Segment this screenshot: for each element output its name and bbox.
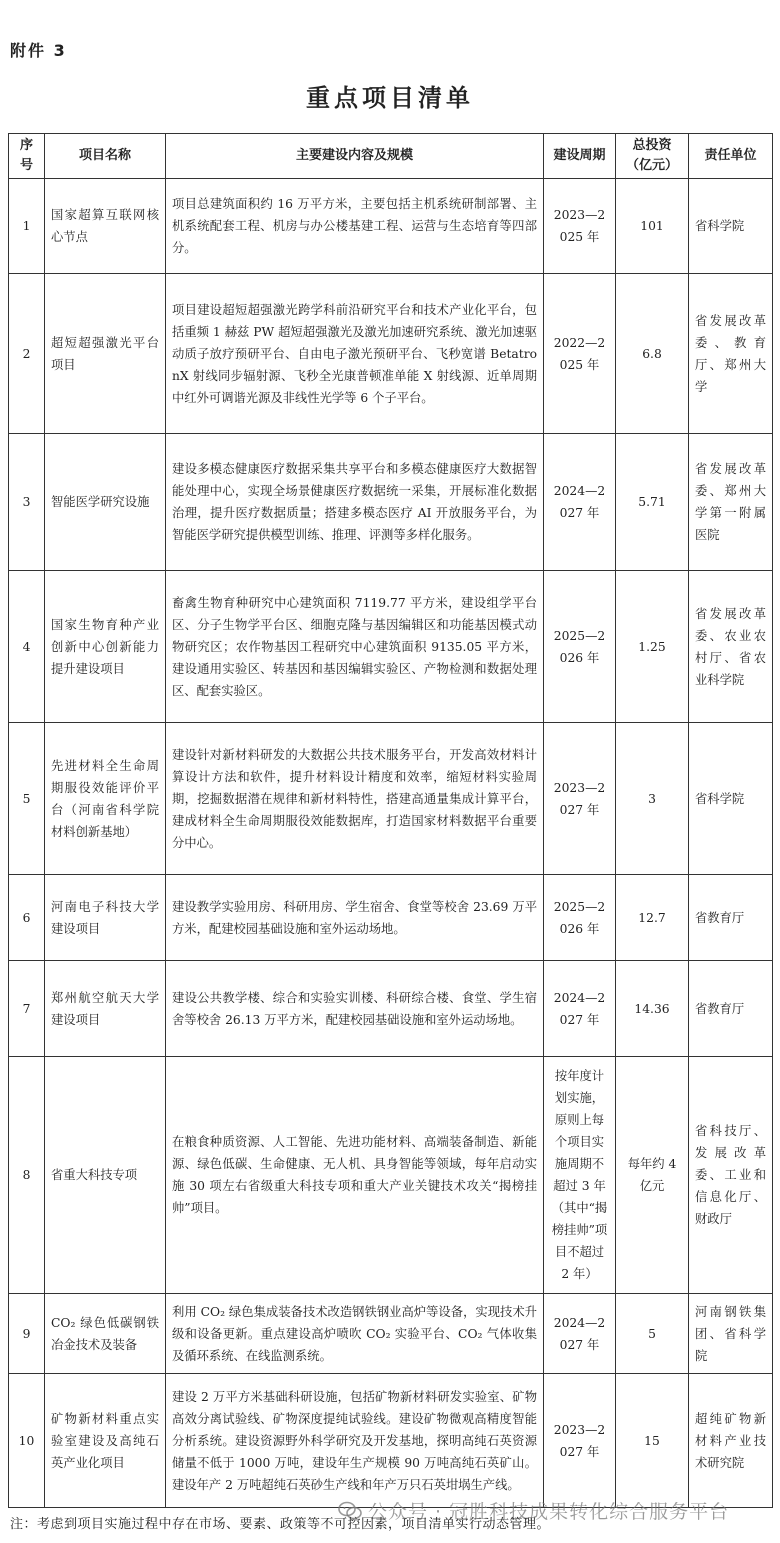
cell-name: 省重大科技专项 <box>45 1057 166 1294</box>
table-row <box>9 723 773 875</box>
cell-period: 2025—2026 年 <box>544 875 616 961</box>
cell-owner: 省发展改革委、教育厅、郑州大学 <box>689 274 773 434</box>
cell-invest: 15 <box>616 1374 689 1508</box>
cell-invest: 每年约 4 亿元 <box>616 1057 689 1294</box>
cell-content: 畜禽生物育种研究中心建筑面积 7119.77 平方米，建设组学平台区、分子生物学平台区、细胞克隆与基因编辑区和功能基因模式动物研究区；农作物基因工程研究中心建筑面积 9135.05 平方米，建设通用实验区、转基因和基因编辑实验区、产物检测和数据处理区、配套实验区。 <box>166 571 544 723</box>
cell-no: 8 <box>9 1057 45 1294</box>
cell-invest: 5 <box>616 1294 689 1374</box>
cell-name: CO₂ 绿色低碳钢铁冶金技术及装备 <box>45 1294 166 1374</box>
watermark-text: 公众号 · 冠胜科技成果转化综合服务平台 <box>368 1501 730 1523</box>
cell-content: 利用 CO₂ 绿色集成装备技术改造钢铁钢业高炉等设备，实现技术升级和设备更新。重点建设高炉喷吹 CO₂ 实验平台、CO₂ 气体收集及循环系统、在线监测系统。 <box>166 1294 544 1374</box>
cell-owner: 省教育厅 <box>689 961 773 1057</box>
table-row <box>9 179 773 274</box>
table-row <box>9 1057 773 1294</box>
cell-owner: 省发展改革委、农业农村厅、省农业科学院 <box>689 571 773 723</box>
cell-period: 2024—2027 年 <box>544 434 616 571</box>
cell-no: 2 <box>9 274 45 434</box>
cell-period: 2024—2027 年 <box>544 961 616 1057</box>
cell-owner: 省教育厅 <box>689 875 773 961</box>
table-row <box>9 875 773 961</box>
cell-content: 建设公共教学楼、综合和实验实训楼、科研综合楼、食堂、学生宿舍等校舍 26.13 万平方米，配建校园基础设施和室外运动场地。 <box>166 961 544 1057</box>
table-header-row <box>9 134 773 179</box>
footnote: 注：考虑到项目实施过程中存在市场、要素、政策等不可控因素，项目清单实行动态管理。 <box>10 1517 551 1532</box>
cell-invest: 101 <box>616 179 689 274</box>
project-table <box>8 133 773 1508</box>
cell-period: 2025—2026 年 <box>544 571 616 723</box>
header-invest: 总投资（亿元） <box>616 134 689 179</box>
attachment-label: 附件 3 <box>10 41 67 60</box>
cell-content: 在粮食种质资源、人工智能、先进功能材料、高端装备制造、新能源、绿色低碳、生命健康、无人机、具身智能等领域，每年启动实施 30 项左右省级重大科技专项和重大产业关键技术攻关“揭榜挂帅”项目。 <box>166 1057 544 1294</box>
header-content: 主要建设内容及规模 <box>166 134 544 179</box>
cell-content: 建设教学实验用房、科研用房、学生宿舍、食堂等校舍 23.69 万平方米，配建校园基础设施和室外运动场地。 <box>166 875 544 961</box>
table-row <box>9 434 773 571</box>
header-name: 项目名称 <box>45 134 166 179</box>
cell-invest: 14.36 <box>616 961 689 1057</box>
table-row <box>9 274 773 434</box>
cell-owner: 省科学院 <box>689 179 773 274</box>
cell-no: 10 <box>9 1374 45 1508</box>
cell-owner: 省发展改革委、郑州大学第一附属医院 <box>689 434 773 571</box>
cell-name: 矿物新材料重点实验室建设及高纯石英产业化项目 <box>45 1374 166 1508</box>
cell-no: 6 <box>9 875 45 961</box>
cell-owner: 省科学院 <box>689 723 773 875</box>
cell-name: 超短超强激光平台项目 <box>45 274 166 434</box>
cell-owner: 河南钢铁集团、省科学院 <box>689 1294 773 1374</box>
cell-content: 项目建设超短超强激光跨学科前沿研究平台和技术产业化平台，包括重频 1 赫兹 PW 超短超强激光及激光加速研究系统、激光加速驱动质子放疗预研平台、自由电子激光预研平台、飞秒宽谱 BetatronX 射线同步辐射源、飞秒全光康普顿准单能 X 射线源、近单周期中红外可调谐光源及非线性光学等 6 个子平台。 <box>166 274 544 434</box>
table-row <box>9 571 773 723</box>
cell-content: 建设针对新材料研发的大数据公共技术服务平台，开发高效材料计算设计方法和软件，提升材料设计精度和效率，缩短材料实验周期，挖掘数据潜在规律和新材料特性，搭建高通量集成计算平台，建成材料全生命周期服役效能数据库，打造国家材料数据平台重要分中心。 <box>166 723 544 875</box>
cell-no: 4 <box>9 571 45 723</box>
cell-no: 5 <box>9 723 45 875</box>
page-title: 重点项目清单 <box>306 84 474 112</box>
table-row <box>9 1294 773 1374</box>
cell-invest: 3 <box>616 723 689 875</box>
table-row <box>9 961 773 1057</box>
header-period: 建设周期 <box>544 134 616 179</box>
cell-no: 3 <box>9 434 45 571</box>
cell-owner: 省科技厅、发展改革委、工业和信息化厅、财政厅 <box>689 1057 773 1294</box>
cell-owner: 超纯矿物新材料产业技术研究院 <box>689 1374 773 1508</box>
cell-name: 智能医学研究设施 <box>45 434 166 571</box>
cell-name: 国家生物育种产业创新中心创新能力提升建设项目 <box>45 571 166 723</box>
cell-content: 项目总建筑面积约 16 万平方米，主要包括主机系统研制部署、主机系统配套工程、机房与办公楼基建工程、运营与生态培育等四部分。 <box>166 179 544 274</box>
cell-no: 1 <box>9 179 45 274</box>
cell-period: 2024—2027 年 <box>544 1294 616 1374</box>
header-owner: 责任单位 <box>689 134 773 179</box>
cell-name: 先进材料全生命周期服役效能评价平台（河南省科学院材料创新基地） <box>45 723 166 875</box>
cell-content: 建设多模态健康医疗数据采集共享平台和多模态健康医疗大数据智能处理中心，实现全场景健康医疗数据统一采集，开展标准化数据治理，提升医疗数据质量；搭建多模态医疗 AI 开放服务平台，为智能医学研究提供模型训练、推理、评测等多样化服务。 <box>166 434 544 571</box>
cell-period: 2022—2025 年 <box>544 274 616 434</box>
cell-period: 2023—2027 年 <box>544 723 616 875</box>
cell-period: 2023—2025 年 <box>544 179 616 274</box>
cell-content: 建设 2 万平方米基础科研设施，包括矿物新材料研发实验室、矿物高效分离试验线、矿物深度提纯试验线。建设矿物微观高精度智能分析系统。建设资源野外科学研究及开发基地，探明高纯石英资源储量不低于 1000 万吨，建设年生产规模 90 万吨高纯石英矿山。建设年产 2 万吨超纯石英砂生产线和年产万只石英坩埚生产线。 <box>166 1374 544 1508</box>
cell-period: 按年度计划实施，原则上每个项目实施周期不超过 3 年（其中“揭榜挂帅”项目不超过 2 年） <box>544 1057 616 1294</box>
table-row <box>9 1374 773 1508</box>
cell-no: 9 <box>9 1294 45 1374</box>
cell-invest: 12.7 <box>616 875 689 961</box>
cell-invest: 1.25 <box>616 571 689 723</box>
cell-name: 郑州航空航天大学建设项目 <box>45 961 166 1057</box>
cell-invest: 5.71 <box>616 434 689 571</box>
header-no: 序号 <box>9 134 45 179</box>
cell-period: 2023—2027 年 <box>544 1374 616 1508</box>
cell-name: 国家超算互联网核心节点 <box>45 179 166 274</box>
cell-invest: 6.8 <box>616 274 689 434</box>
cell-no: 7 <box>9 961 45 1057</box>
cell-name: 河南电子科技大学建设项目 <box>45 875 166 961</box>
